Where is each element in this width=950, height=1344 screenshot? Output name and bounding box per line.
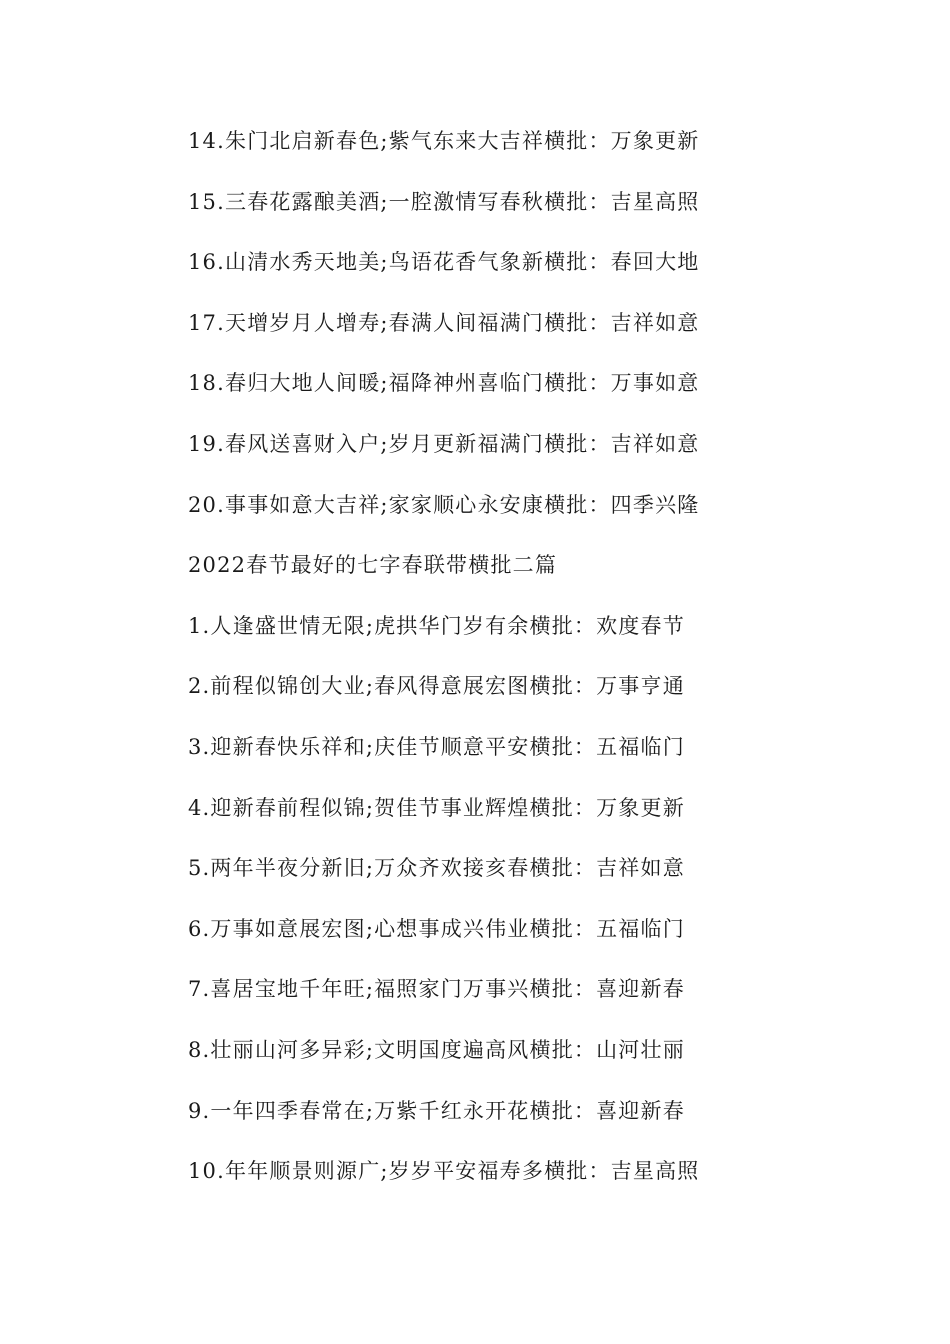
couplet-line-14: 14.朱门北启新春色;紫气东来大吉祥横批：万象更新 — [188, 129, 700, 153]
couplet-line-8: 8.壮丽山河多异彩;文明国度遍高风横批：山河壮丽 — [188, 1037, 685, 1062]
couplet-line-10: 10.年年顺景则源广;岁岁平安福寿多横批：吉星高照 — [188, 1159, 700, 1184]
couplet-line-18: 18.春归大地人间暖;福降神州喜临门横批：万事如意 — [188, 371, 700, 396]
couplet-line-15: 15.三春花露酿美酒;一腔激情写春秋横批：吉星高照 — [188, 189, 700, 214]
couplet-line-3: 3.迎新春快乐祥和;庆佳节顺意平安横批：五福临门 — [188, 734, 685, 759]
couplet-line-4: 4.迎新春前程似锦;贺佳节事业辉煌横批：万象更新 — [188, 795, 685, 820]
couplet-line-9: 9.一年四季春常在;万紫千红永开花横批：喜迎新春 — [188, 1098, 685, 1123]
couplet-line-17: 17.天增岁月人增寿;春满人间福满门横批：吉祥如意 — [188, 310, 700, 335]
couplet-line-2: 2.前程似锦创大业;春风得意展宏图横批：万事亨通 — [188, 674, 685, 699]
couplet-line-7: 7.喜居宝地千年旺;福照家门万事兴横批：喜迎新春 — [188, 977, 685, 1002]
couplet-line-6: 6.万事如意展宏图;心想事成兴伟业横批：五福临门 — [188, 916, 685, 941]
couplet-line-1: 1.人逢盛世情无限;虎拱华门岁有余横批：欢度春节 — [188, 613, 685, 638]
document-body — [188, 122, 888, 1213]
couplet-line-5: 5.两年半夜分新旧;万众齐欢接亥春横批：吉祥如意 — [188, 856, 685, 881]
couplet-line-20: 20.事事如意大吉祥;家家顺心永安康横批：四季兴隆 — [188, 492, 700, 517]
couplet-line-19: 19.春风送喜财入户;岁月更新福满门横批：吉祥如意 — [188, 431, 700, 456]
couplet-line-16: 16.山清水秀天地美;鸟语花香气象新横批：春回大地 — [188, 250, 700, 275]
section-heading: 2022春节最好的七字春联带横批二篇 — [188, 553, 558, 578]
